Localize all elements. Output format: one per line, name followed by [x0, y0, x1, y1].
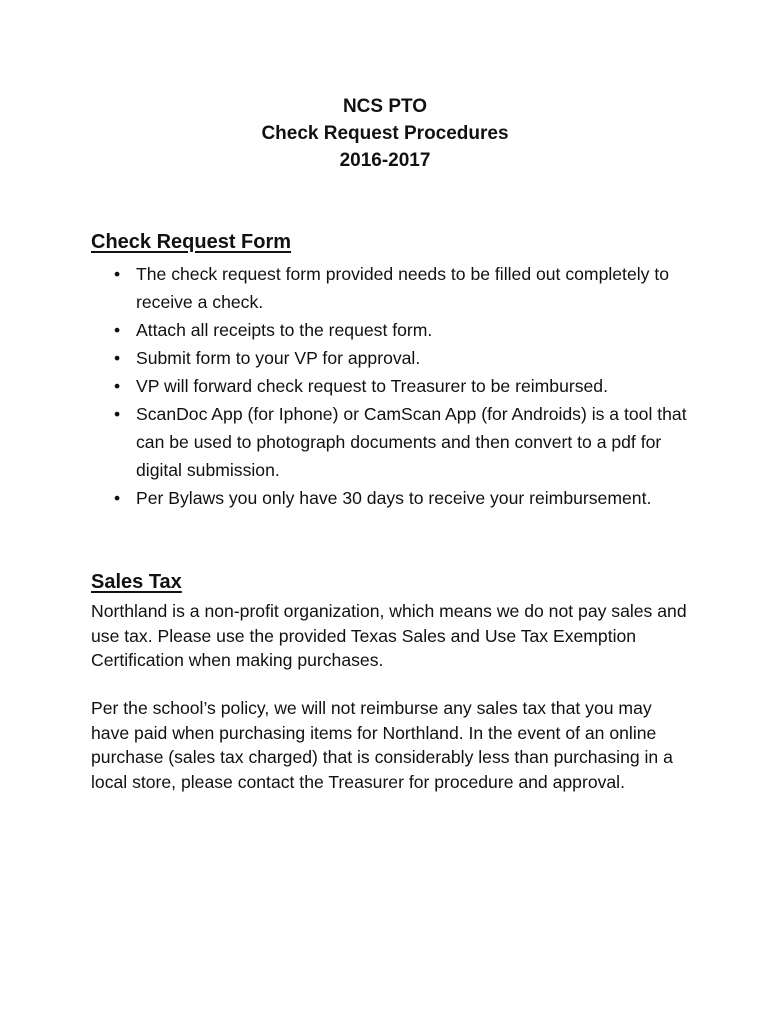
list-item	[114, 260, 704, 316]
bullet-icon: •	[114, 404, 121, 424]
title-organization: NCS PTO	[342, 96, 428, 117]
sales-tax-heading: Sales Tax	[91, 571, 182, 593]
list-item-text: The check request form provided needs to be filled out completely to receive a check.	[136, 264, 669, 312]
sales-tax-paragraph-nonprofit: Northland is a non-profit organization, which means we do not pay sales and use tax. Please use the provided Texas Sales and Use Tax Exemption Certification when making purchases.	[91, 601, 687, 670]
bullet-icon: •	[114, 348, 121, 368]
list-item	[114, 400, 704, 484]
list-item-text: Per Bylaws you only have 30 days to receive your reimbursement.	[136, 488, 652, 508]
list-item-text: VP will forward check request to Treasurer to be reimbursed.	[136, 376, 608, 396]
list-item	[114, 316, 704, 344]
list-item-text: Attach all receipts to the request form.	[136, 320, 433, 340]
bullet-icon: •	[114, 320, 121, 340]
check-request-heading: Check Request Form	[91, 231, 292, 253]
bullet-icon: •	[114, 264, 121, 284]
check-request-bullet-list	[114, 260, 704, 512]
list-item	[114, 484, 704, 512]
title-year: 2016-2017	[339, 150, 431, 171]
list-item	[114, 372, 704, 400]
sales-tax-paragraph-policy: Per the school’s policy, we will not reimburse any sales tax that you may have paid when purchasing items for Northland. In the event of an online purchase (sales tax charged) that is considerably less than purchasing in a local store, please contact the Treasurer for procedure and approval.	[91, 698, 673, 792]
title-procedures: Check Request Procedures	[261, 123, 509, 144]
bullet-icon: •	[114, 376, 121, 396]
document-title	[0, 93, 770, 174]
list-item-text: Submit form to your VP for approval.	[136, 348, 421, 368]
list-item	[114, 344, 704, 372]
bullet-icon: •	[114, 488, 121, 508]
list-item-text: ScanDoc App (for Iphone) or CamScan App (for Androids) is a tool that can be used to photograph documents and then convert to a pdf for digital submission.	[136, 404, 687, 480]
